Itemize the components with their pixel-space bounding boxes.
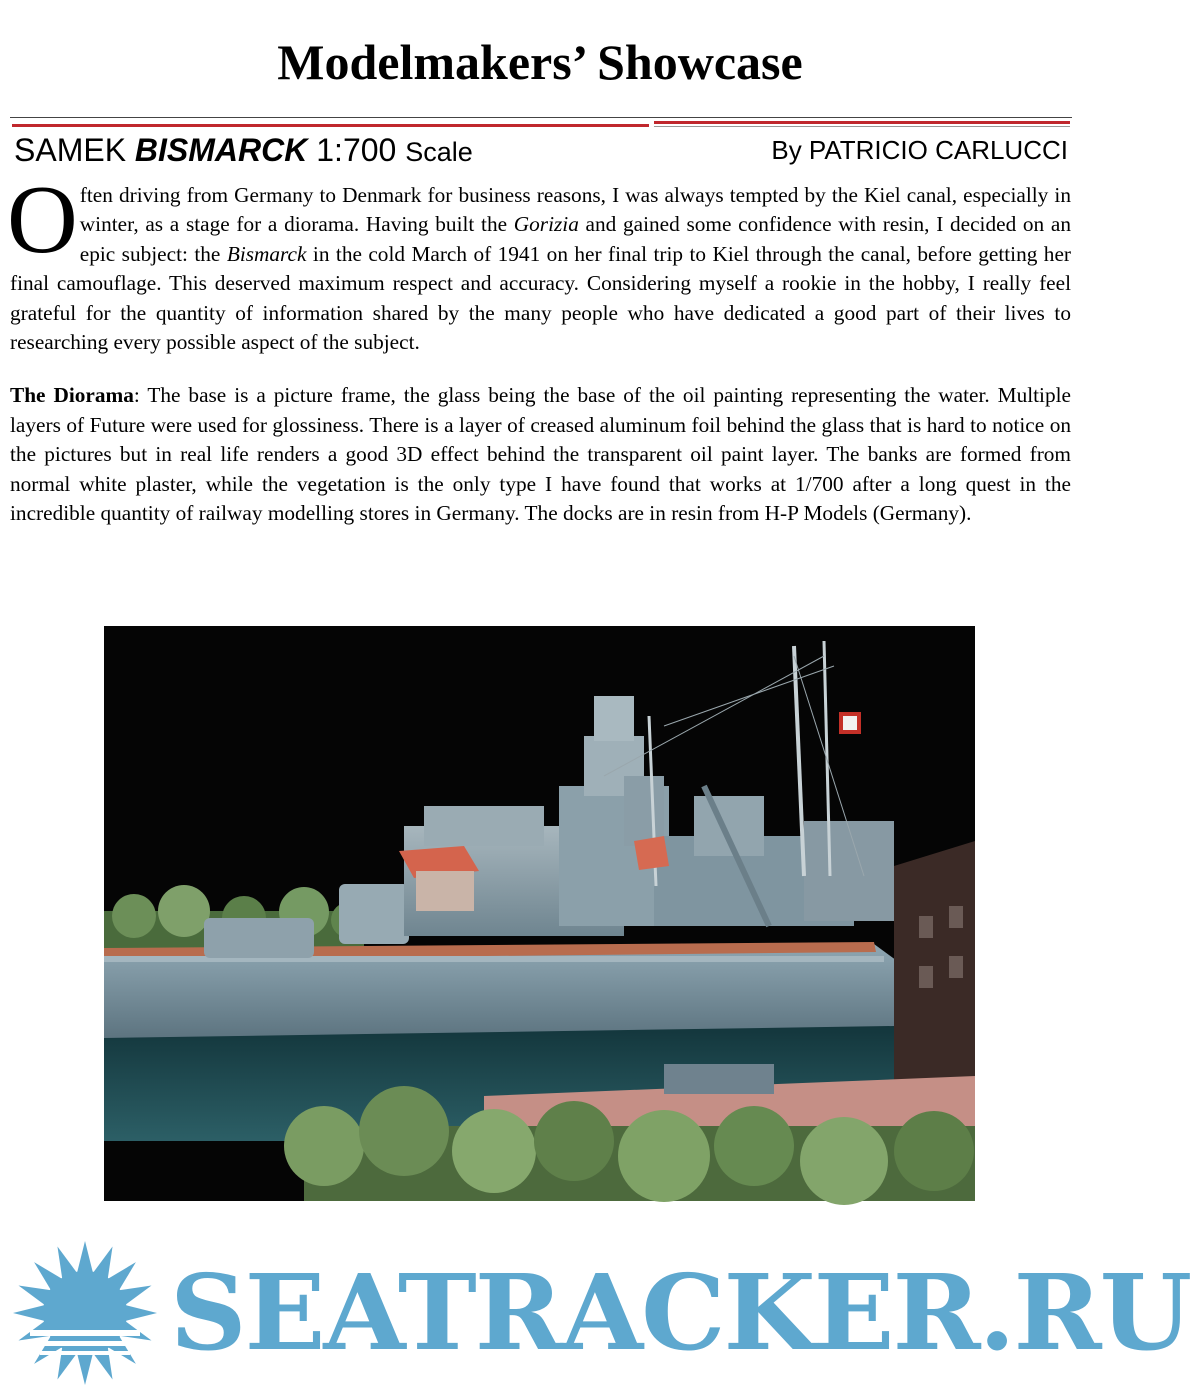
diorama-photo-illustration <box>104 626 975 1201</box>
diorama-heading: The Diorama <box>10 383 134 408</box>
title-scale-number: 1:700 <box>307 132 406 168</box>
intro-ship-bismarck: Bismarck <box>226 241 307 266</box>
title-prefix: SAMEK <box>14 132 135 168</box>
drop-cap: O <box>7 166 78 274</box>
masthead-title: Modelmakers’ Showcase <box>277 34 803 90</box>
intro-text-b: and gained some confidence with resin, I decided on an epic subject: the <box>79 212 1072 266</box>
intro-ship-gorizia: Gorizia <box>513 212 579 237</box>
title-ship-name: BISMARCK <box>134 132 308 168</box>
intro-paragraph <box>7 166 1072 357</box>
header-rule <box>10 117 1072 118</box>
diorama-paragraph <box>10 381 1071 528</box>
article-byline: By PATRICIO CARLUCCI <box>771 135 1068 165</box>
sunburst-icon <box>10 1238 160 1388</box>
article-title <box>14 130 473 172</box>
header-rule-gray-right <box>654 126 1070 127</box>
site-logo <box>0 1230 1190 1397</box>
intro-text-a: ften driving from Germany to Denmark for business reasons, I was always tempted by the Kiel canal, especially in winter, as a stage for a diorama. Having built the <box>79 183 1071 237</box>
diorama-text: : The base is a picture frame, the glass being the base of the oil painting representing the water. Multiple layers of Future were used for glossiness. There is a layer of creased aluminum foil behind the glass that is hard to notice on the pictures but in real life renders a good 3D effect behind the transparent oil paint layer. The banks are formed from normal white plaster, while the vegetation is the only type I have found that works at 1/700 after a long quest in the incredible quantity of railway modelling stores in Germany. The docks are in resin from H-P Models (Germany). <box>10 383 1071 526</box>
diorama-photo <box>104 626 975 1201</box>
header-rule-red-left <box>12 124 649 127</box>
intro-text-c: in the cold March of 1941 on her final trip to Kiel through the canal, before getting her final camouflage. This deserved maximum respect and accuracy. Considering myself a rookie in the hobby, I really feel grateful for the quantity of information shared by the many people who have dedicated a good part of their lives to researching every possible aspect of the subject. <box>10 241 1071 355</box>
logo-wordmark: SEATRACKER.RU <box>170 1251 1190 1374</box>
article-body <box>7 166 1072 528</box>
header-rule-red-right <box>654 121 1070 124</box>
title-scale-word: Scale <box>405 137 473 167</box>
